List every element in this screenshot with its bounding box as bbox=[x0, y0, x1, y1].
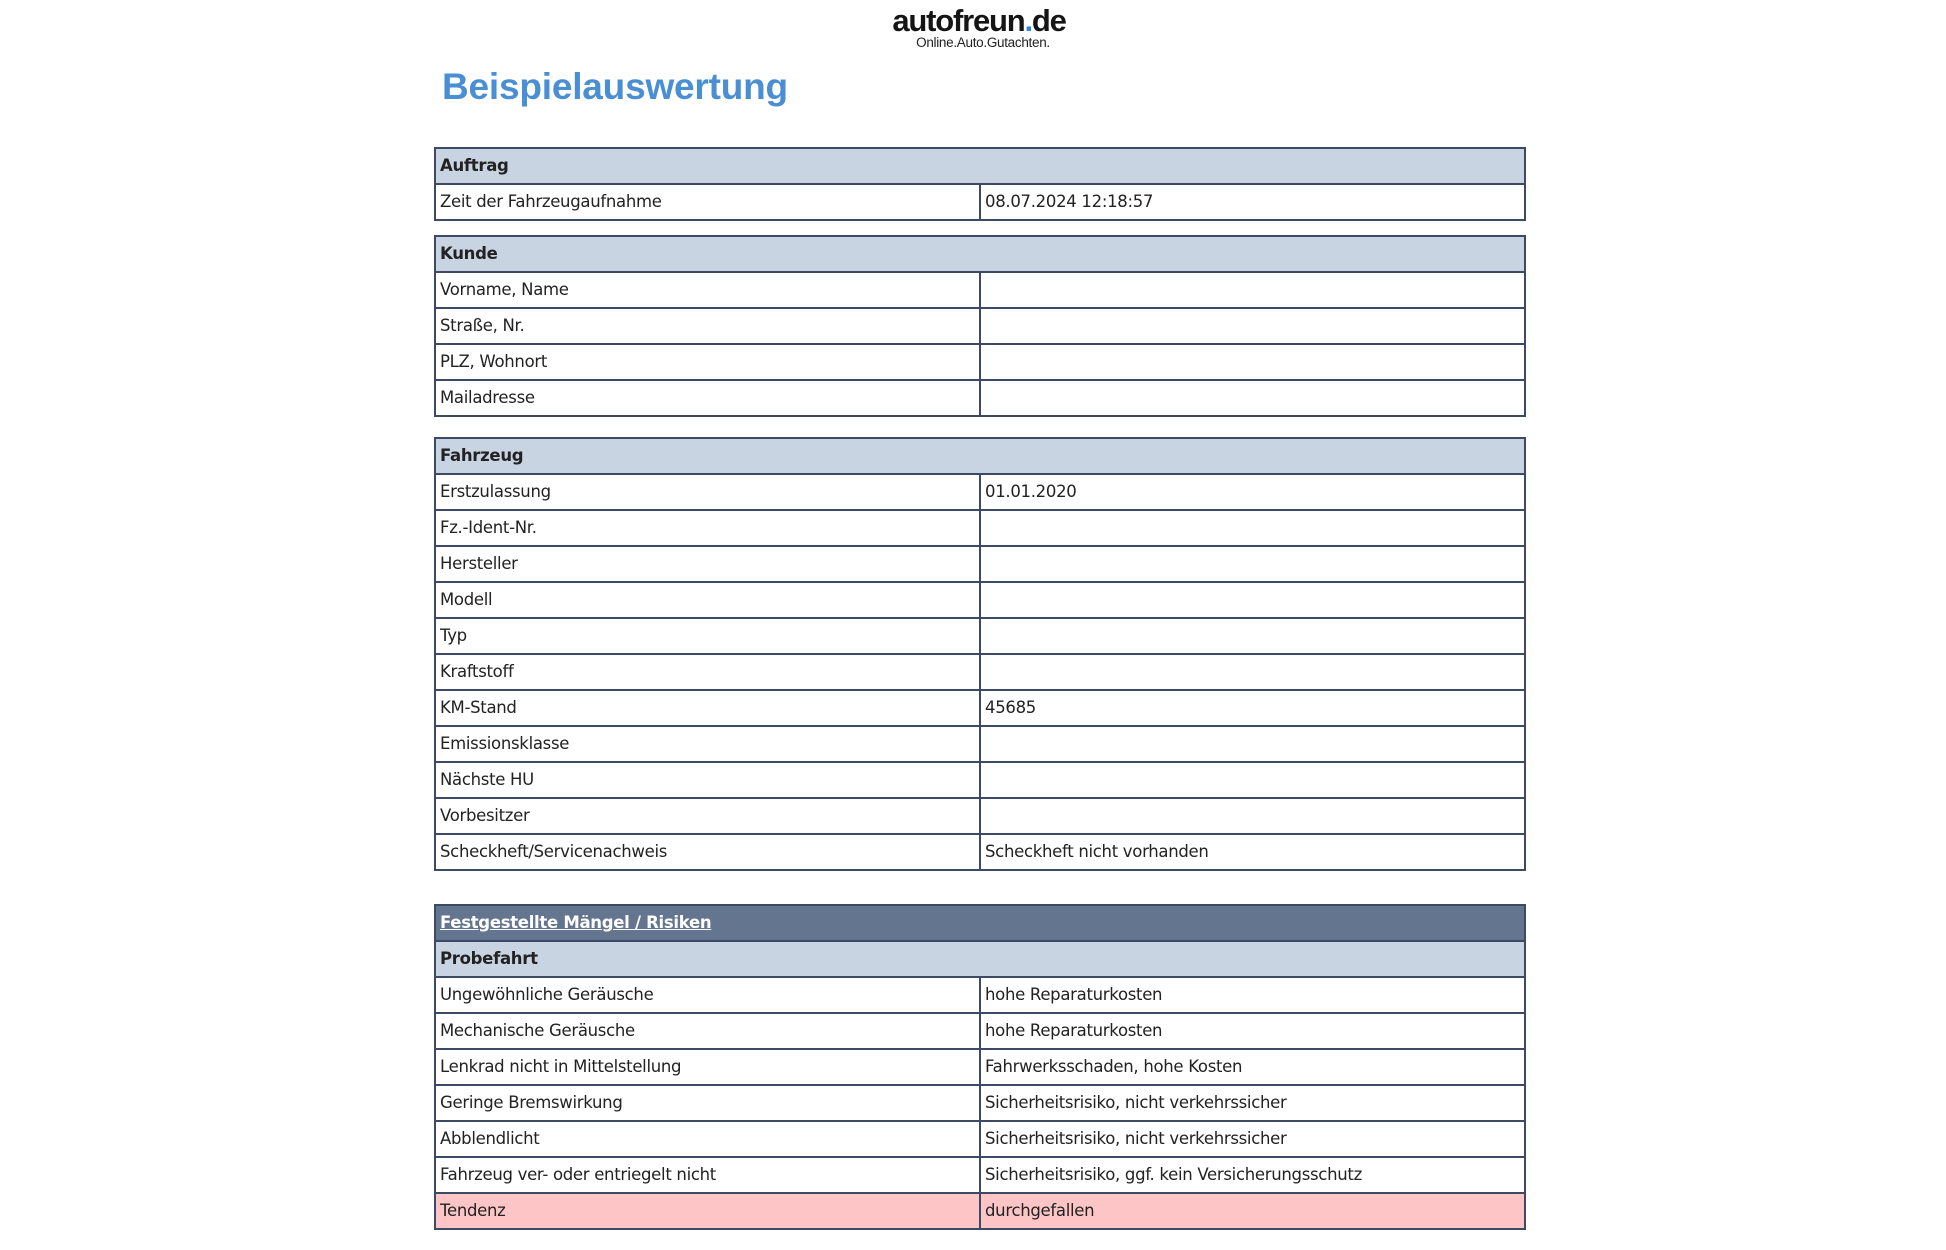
row-value bbox=[980, 380, 1525, 416]
table-row bbox=[435, 762, 1525, 798]
table-row bbox=[435, 184, 1525, 220]
section-header-kunde: Kunde bbox=[435, 236, 1525, 272]
table-row bbox=[435, 272, 1525, 308]
row-label: Emissionsklasse bbox=[435, 726, 980, 762]
table-row bbox=[435, 834, 1525, 870]
row-label: Modell bbox=[435, 582, 980, 618]
section-header-row bbox=[435, 148, 1525, 184]
row-value: Sicherheitsrisiko, ggf. kein Versicherungsschutz bbox=[980, 1157, 1525, 1193]
row-label: Erstzulassung bbox=[435, 474, 980, 510]
table-row bbox=[435, 380, 1525, 416]
page-title: Beispielauswertung bbox=[442, 66, 788, 107]
section-header-row bbox=[435, 905, 1525, 941]
table-row bbox=[435, 1013, 1525, 1049]
section-header-row bbox=[435, 236, 1525, 272]
row-value: hohe Reparaturkosten bbox=[980, 1013, 1525, 1049]
tendenz-value: durchgefallen bbox=[980, 1193, 1525, 1229]
row-value bbox=[980, 762, 1525, 798]
section-header-fahrzeug: Fahrzeug bbox=[435, 438, 1525, 474]
row-label: Straße, Nr. bbox=[435, 308, 980, 344]
row-label: Kraftstoff bbox=[435, 654, 980, 690]
row-label: KM-Stand bbox=[435, 690, 980, 726]
maengel-section-link[interactable]: Festgestellte Mängel / Risiken bbox=[435, 905, 1525, 941]
section-header-auftrag: Auftrag bbox=[435, 148, 1525, 184]
fahrzeug-table bbox=[434, 437, 1526, 871]
table-row bbox=[435, 344, 1525, 380]
table-row bbox=[435, 977, 1525, 1013]
row-value bbox=[980, 272, 1525, 308]
row-label: Typ bbox=[435, 618, 980, 654]
row-value bbox=[980, 654, 1525, 690]
section-header-probefahrt: Probefahrt bbox=[435, 941, 1525, 977]
tendenz-label: Tendenz bbox=[435, 1193, 980, 1229]
row-label: Hersteller bbox=[435, 546, 980, 582]
table-row bbox=[435, 1085, 1525, 1121]
maengel-table bbox=[434, 904, 1526, 1230]
row-label: Nächste HU bbox=[435, 762, 980, 798]
row-label: Geringe Bremswirkung bbox=[435, 1085, 980, 1121]
table-row bbox=[435, 308, 1525, 344]
row-value bbox=[980, 546, 1525, 582]
row-value: hohe Reparaturkosten bbox=[980, 977, 1525, 1013]
row-label: Mechanische Geräusche bbox=[435, 1013, 980, 1049]
row-value bbox=[980, 726, 1525, 762]
row-value: Scheckheft nicht vorhanden bbox=[980, 834, 1525, 870]
row-value bbox=[980, 308, 1525, 344]
table-row bbox=[435, 726, 1525, 762]
row-value: Fahrwerksschaden, hohe Kosten bbox=[980, 1049, 1525, 1085]
kunde-table bbox=[434, 235, 1526, 417]
row-label: PLZ, Wohnort bbox=[435, 344, 980, 380]
row-value: 01.01.2020 bbox=[980, 474, 1525, 510]
tendenz-row bbox=[435, 1193, 1525, 1229]
row-label: Vorname, Name bbox=[435, 272, 980, 308]
table-row bbox=[435, 654, 1525, 690]
row-value: Sicherheitsrisiko, nicht verkehrssicher bbox=[980, 1121, 1525, 1157]
table-row bbox=[435, 546, 1525, 582]
row-label: Vorbesitzer bbox=[435, 798, 980, 834]
table-row bbox=[435, 510, 1525, 546]
row-label: Zeit der Fahrzeugaufnahme bbox=[435, 184, 980, 220]
auftrag-table bbox=[434, 147, 1526, 221]
section-header-row bbox=[435, 438, 1525, 474]
logo-wordmark: autofreun.de bbox=[892, 3, 1066, 38]
row-value: 45685 bbox=[980, 690, 1525, 726]
table-row bbox=[435, 798, 1525, 834]
table-row bbox=[435, 582, 1525, 618]
row-label: Ungewöhnliche Geräusche bbox=[435, 977, 980, 1013]
row-value: 08.07.2024 12:18:57 bbox=[980, 184, 1525, 220]
table-row bbox=[435, 1157, 1525, 1193]
table-row bbox=[435, 618, 1525, 654]
logo-tagline: Online.Auto.Gutachten. bbox=[916, 35, 1050, 50]
row-value bbox=[980, 510, 1525, 546]
row-label: Abblendlicht bbox=[435, 1121, 980, 1157]
section-header-row bbox=[435, 941, 1525, 977]
table-row bbox=[435, 1049, 1525, 1085]
row-value bbox=[980, 798, 1525, 834]
row-value bbox=[980, 344, 1525, 380]
row-value bbox=[980, 618, 1525, 654]
row-label: Mailadresse bbox=[435, 380, 980, 416]
row-value: Sicherheitsrisiko, nicht verkehrssicher bbox=[980, 1085, 1525, 1121]
table-row bbox=[435, 1121, 1525, 1157]
table-row bbox=[435, 474, 1525, 510]
row-label: Lenkrad nicht in Mittelstellung bbox=[435, 1049, 980, 1085]
table-row bbox=[435, 690, 1525, 726]
row-label: Fz.-Ident-Nr. bbox=[435, 510, 980, 546]
row-value bbox=[980, 582, 1525, 618]
row-label: Scheckheft/Servicenachweis bbox=[435, 834, 980, 870]
row-label: Fahrzeug ver- oder entriegelt nicht bbox=[435, 1157, 980, 1193]
brand-logo bbox=[884, 3, 1074, 50]
